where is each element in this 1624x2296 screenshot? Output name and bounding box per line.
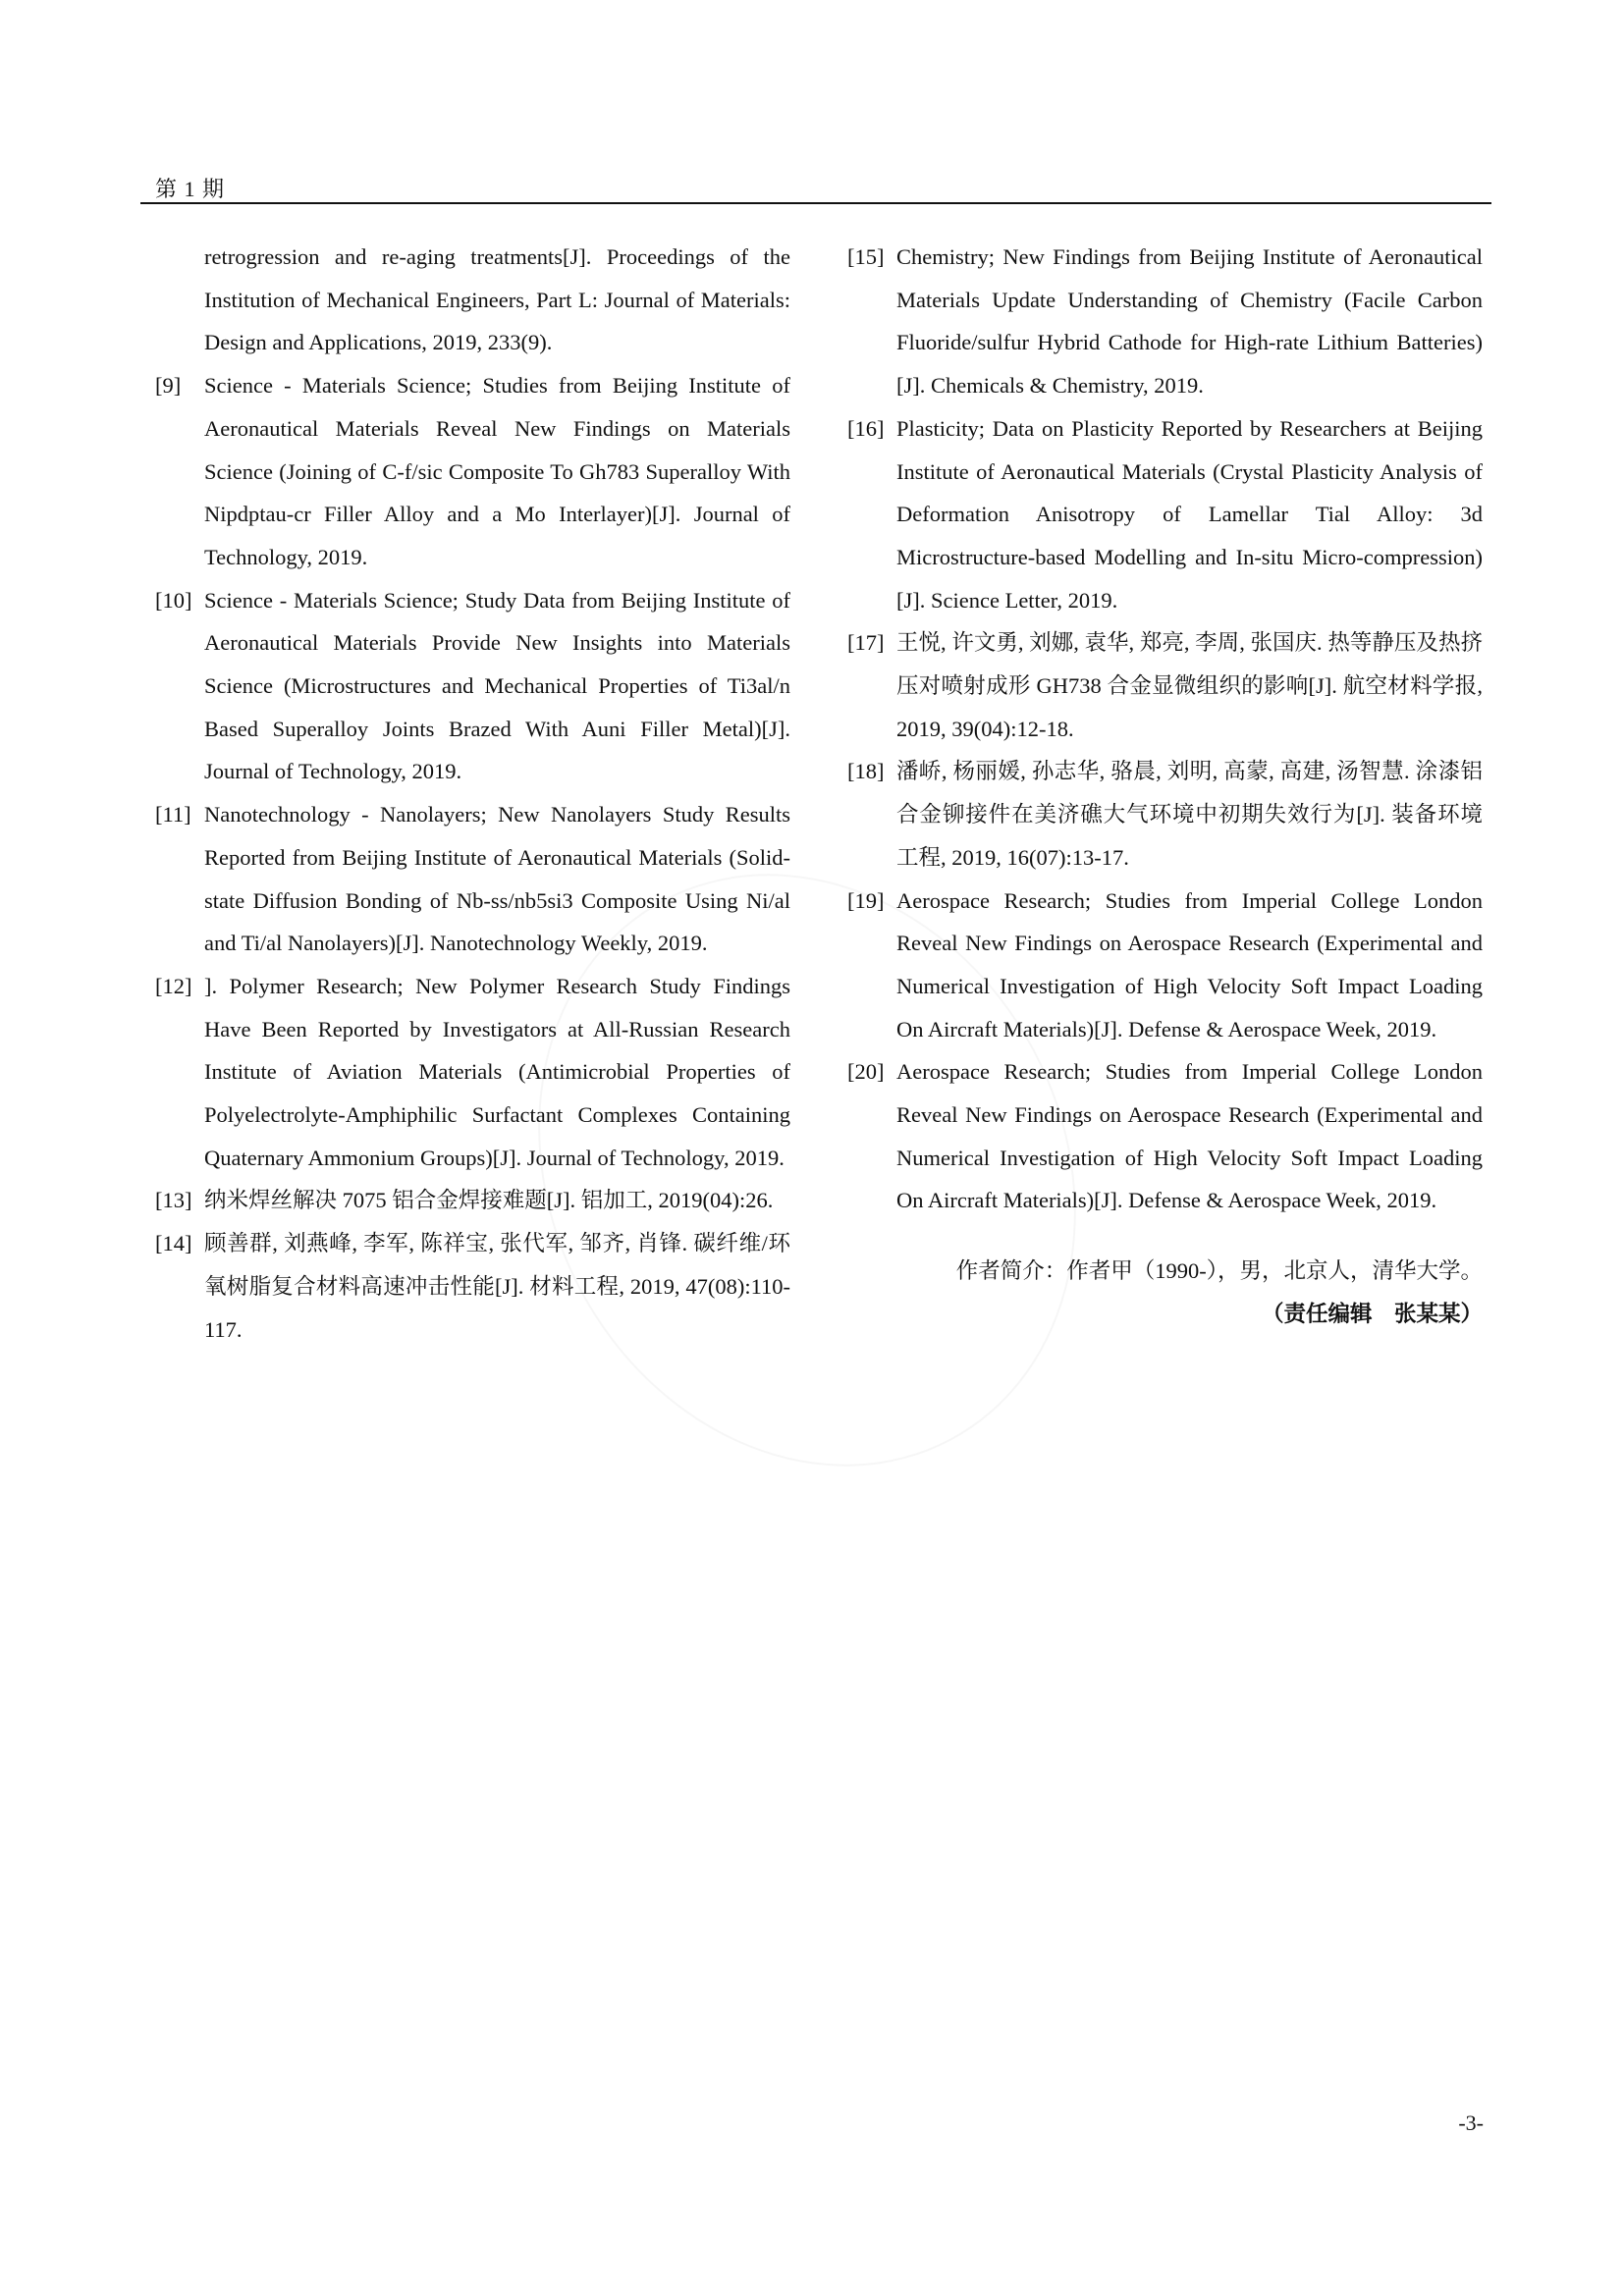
responsible-editor: （责任编辑 张某某） (1261, 1301, 1483, 1326)
reference-item (847, 621, 1483, 750)
reference-item (155, 965, 790, 1180)
reference-number: [17] (847, 630, 885, 656)
reference-item (155, 364, 790, 579)
reference-item (847, 407, 1483, 622)
reference-item (847, 1050, 1483, 1222)
reference-text: 纳米焊丝解决 7075 铝合金焊接难题[J]. 铝加工, 2019(04):26. (204, 1188, 774, 1213)
reference-text: Science - Materials Science; Study Data from Beijing Institute of Aeronautical Materials Provide New Insights into Materials Science (Microstructures and Mechanical Properties of Ti3al/n Based Superalloy Joints Brazed With Auni Filler Metal)[J]. Journal of Technology, 2019. (204, 587, 790, 784)
reference-text: Science - Materials Science; Studies from Beijing Institute of Aeronautical Materials Reveal New Findings on Materials Science (Joining of C-f/sic Composite To Gh783 Superalloy With Nipdptau-cr Filler Alloy and a Mo Interlayer)[J]. Journal of Technology, 2019. (204, 373, 790, 569)
reference-text: 顾善群, 刘燕峰, 李军, 陈祥宝, 张代军, 邹齐, 肖锋. 碳纤维/环氧树脂复合材料高速冲击性能[J]. 材料工程, 2019, 47(08):110-117. (204, 1231, 790, 1342)
reference-item (155, 579, 790, 794)
header-divider (140, 202, 1491, 204)
reference-number: [15] (847, 244, 885, 269)
reference-item (847, 750, 1483, 879)
reference-number: [13] (155, 1188, 192, 1213)
reference-text: Chemistry; New Findings from Beijing Institute of Aeronautical Materials Update Understanding of Chemistry (Facile Carbon Fluoride/sulfur Hybrid Cathode for High-rate Lithium Batteries)[J]. Chemicals & Chemistry, 2019. (896, 244, 1483, 399)
reference-number: [19] (847, 887, 885, 913)
reference-number: [18] (847, 759, 885, 784)
reference-text: 潘峤, 杨丽媛, 孙志华, 骆晨, 刘明, 高蒙, 高建, 汤智慧. 涂漆铝合金铆接件在美济礁大气环境中初期失效行为[J]. 装备环境工程, 2019, 16(07):13-17. (896, 759, 1483, 870)
references-left-column (155, 236, 790, 1351)
reference-item (155, 1222, 790, 1351)
reference-number: [9] (155, 373, 182, 399)
reference-text: Nanotechnology - Nanolayers; New Nanolayers Study Results Reported from Beijing Institute of Aeronautical Materials (Solid-state Diffusion Bonding of Nb-ss/nb5si3 Composite Using Ni/al and Ti/al Nanolayers)[J]. Nanotechnology Weekly, 2019. (204, 802, 790, 956)
reference-number: [14] (155, 1231, 192, 1256)
reference-item (155, 236, 790, 364)
reference-text: 王悦, 许文勇, 刘娜, 袁华, 郑亮, 李周, 张国庆. 热等静压及热挤压对喷射成形 GH738 合金显微组织的影响[J]. 航空材料学报, 2019, 39(04):12-18. (896, 630, 1483, 741)
reference-text: Plasticity; Data on Plasticity Reported by Researchers at Beijing Institute of Aeronautical Materials (Crystal Plasticity Analysis of Deformation Anisotropy of Lamellar Tial Alloy: 3d Microstructure-based Modelling and In-situ Micro-compression)[J]. Science Letter, 2019. (896, 415, 1483, 613)
reference-number: [20] (847, 1059, 885, 1085)
reference-number: [16] (847, 415, 885, 441)
reference-item (155, 1179, 790, 1222)
reference-number: [11] (155, 802, 191, 828)
author-bio: 作者简介：作者甲（1990-），男，北京人，清华大学。 (955, 1258, 1483, 1284)
reference-text: retrogression and re-aging treatments[J]. Proceedings of the Institution of Mechanical Engineers, Part L: Journal of Materials: Design and Applications, 2019, 233(9). (204, 244, 790, 355)
page-number: -3- (1458, 2110, 1484, 2135)
reference-number: [10] (155, 587, 192, 613)
reference-text: Aerospace Research; Studies from Imperial College London Reveal New Findings on Aerospace Research (Experimental and Numerical Investigation of High Velocity Soft Impact Loading On Aircraft Materials)[J]. Defense & Aerospace Week, 2019. (896, 887, 1483, 1041)
reference-text: ]. Polymer Research; New Polymer Research Study Findings Have Been Reported by Investigators at All-Russian Research Institute of Aviation Materials (Antimicrobial Properties of Polyelectrolyte-Amphiphilic Surfactant Complexes Containing Quaternary Ammonium Groups)[J]. Journal of Technology, 2019. (204, 973, 790, 1170)
reference-text: Aerospace Research; Studies from Imperial College London Reveal New Findings on Aerospace Research (Experimental and Numerical Investigation of High Velocity Soft Impact Loading On Aircraft Materials)[J]. Defense & Aerospace Week, 2019. (896, 1059, 1483, 1213)
reference-item (847, 236, 1483, 407)
reference-item (847, 880, 1483, 1051)
references-right-column (847, 236, 1483, 1336)
issue-label: 第 1 期 (155, 177, 226, 201)
reference-number: [12] (155, 973, 192, 998)
reference-item (155, 793, 790, 965)
